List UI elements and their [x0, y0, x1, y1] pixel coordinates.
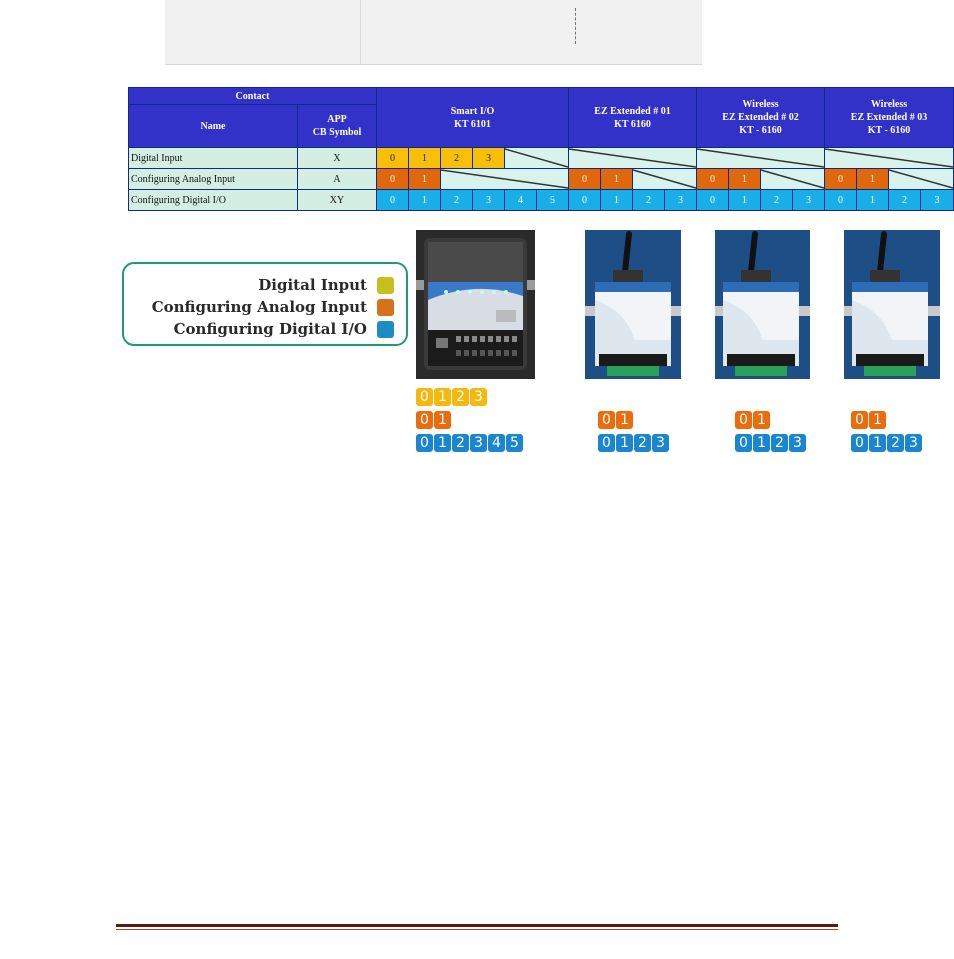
digital-io-cell: 2 — [633, 190, 665, 211]
digital-io-cell: 0 — [697, 190, 729, 211]
analog-input-chips — [735, 411, 770, 429]
legend-swatch — [377, 299, 394, 316]
analog-input-cell: 0 — [377, 169, 409, 190]
chip: 1 — [753, 434, 770, 452]
partial-table-top — [165, 0, 702, 65]
digital-input-cell: 1 — [409, 148, 441, 169]
device-header-ez-02 — [697, 88, 825, 148]
digital-io-cell: 2 — [441, 190, 473, 211]
empty-cell — [761, 169, 825, 190]
analog-input-cell: 1 — [729, 169, 761, 190]
empty-cell — [697, 148, 825, 169]
chip: 0 — [598, 434, 615, 452]
footer-rule — [116, 924, 838, 927]
analog-input-chips — [598, 411, 633, 429]
chip: 1 — [434, 411, 451, 429]
app-symbol-header — [298, 105, 377, 148]
chip: 0 — [735, 434, 752, 452]
smart-io-device-photo — [416, 230, 535, 379]
chip: 1 — [869, 411, 886, 429]
legend-item — [174, 317, 394, 341]
digital-io-cell: 2 — [761, 190, 793, 211]
row-symbol: XY — [298, 190, 377, 211]
device-header-ez-03 — [825, 88, 954, 148]
legend-label: Digital Input — [258, 276, 367, 294]
digital-io-cell: 0 — [377, 190, 409, 211]
digital-io-cell: 3 — [921, 190, 954, 211]
chip: 2 — [452, 388, 469, 406]
chip: 5 — [506, 434, 523, 452]
row-name: Digital Input — [129, 148, 298, 169]
device-header-smart-io — [377, 88, 569, 148]
chip: 3 — [470, 388, 487, 406]
footer-rule-thin — [116, 929, 838, 930]
analog-input-cell: 0 — [825, 169, 857, 190]
legend-label: Configuring Digital I/O — [173, 320, 367, 338]
digital-io-cell: 3 — [665, 190, 697, 211]
digital-io-cell: 1 — [857, 190, 889, 211]
table-row — [129, 169, 954, 190]
device-model-line: KT - 6160 — [867, 125, 911, 136]
contact-mapping-table — [128, 87, 954, 211]
chip: 0 — [598, 411, 615, 429]
device-name-line: Smart I/O — [450, 105, 495, 117]
analog-input-chips — [851, 411, 886, 429]
digital-io-cell: 0 — [569, 190, 601, 211]
analog-input-chips — [416, 411, 451, 429]
device-name-line: EZ Extended # 01 — [594, 105, 671, 117]
table-divider — [360, 0, 361, 64]
chip: 1 — [869, 434, 886, 452]
device-model-line: KT - 6160 — [739, 125, 782, 136]
chip: 0 — [735, 411, 752, 429]
digital-io-chips — [416, 434, 523, 452]
table-row — [129, 190, 954, 211]
digital-input-cell: 0 — [377, 148, 409, 169]
contact-header: Contact — [129, 88, 377, 105]
chip: 0 — [416, 411, 433, 429]
analog-input-cell: 1 — [409, 169, 441, 190]
name-header: Name — [129, 105, 298, 148]
device-name-line: EZ Extended # 02 — [722, 112, 799, 123]
cb-symbol-label: CB Symbol — [312, 127, 362, 138]
color-legend — [122, 262, 408, 346]
chip: 0 — [851, 434, 868, 452]
digital-io-cell: 1 — [729, 190, 761, 211]
chip: 1 — [616, 411, 633, 429]
analog-input-cell: 1 — [601, 169, 633, 190]
chip: 3 — [652, 434, 669, 452]
empty-cell — [569, 148, 697, 169]
chip: 4 — [488, 434, 505, 452]
empty-cell — [825, 148, 954, 169]
chip: 2 — [887, 434, 904, 452]
ez-extender-photo-3 — [844, 230, 940, 379]
analog-input-cell: 0 — [569, 169, 601, 190]
empty-cell — [633, 169, 697, 190]
digital-io-chips — [851, 434, 922, 452]
legend-swatch — [377, 321, 394, 338]
legend-label: Configuring Analog Input — [151, 298, 367, 316]
digital-io-cell: 3 — [793, 190, 825, 211]
digital-io-chips — [735, 434, 806, 452]
ez-extender-photo-2 — [715, 230, 810, 379]
chip: 0 — [416, 388, 433, 406]
device-type-line: Wireless — [870, 99, 908, 110]
app-label: APP — [327, 114, 347, 125]
chip: 2 — [634, 434, 651, 452]
chip: 3 — [905, 434, 922, 452]
chip: 3 — [789, 434, 806, 452]
digital-io-cell: 4 — [505, 190, 537, 211]
device-model-line: KT 6160 — [614, 118, 651, 130]
device-name-line: EZ Extended # 03 — [850, 112, 928, 123]
table-row — [129, 148, 954, 169]
ez-extender-photo-1 — [585, 230, 681, 379]
digital-io-chips — [598, 434, 669, 452]
chip: 0 — [416, 434, 433, 452]
row-symbol: A — [298, 169, 377, 190]
chip: 1 — [434, 434, 451, 452]
digital-input-cell: 2 — [441, 148, 473, 169]
row-symbol: X — [298, 148, 377, 169]
digital-input-chips — [416, 388, 487, 406]
chip: 0 — [851, 411, 868, 429]
digital-io-cell: 5 — [537, 190, 569, 211]
legend-item — [152, 295, 394, 319]
chip: 3 — [470, 434, 487, 452]
digital-io-cell: 1 — [601, 190, 633, 211]
digital-io-cell: 0 — [825, 190, 857, 211]
digital-io-cell: 1 — [409, 190, 441, 211]
row-name: Configuring Analog Input — [129, 169, 298, 190]
device-header-ez-01 — [569, 88, 697, 148]
dashed-divider — [575, 8, 576, 44]
legend-swatch — [377, 277, 394, 294]
chip: 1 — [753, 411, 770, 429]
digital-input-cell: 3 — [473, 148, 505, 169]
analog-input-cell: 1 — [857, 169, 889, 190]
chip: 1 — [434, 388, 451, 406]
legend-item — [258, 273, 394, 297]
empty-cell — [505, 148, 569, 169]
analog-input-cell: 0 — [697, 169, 729, 190]
chip: 2 — [771, 434, 788, 452]
device-type-line: Wireless — [742, 99, 779, 110]
device-model-line: KT 6101 — [454, 118, 491, 130]
empty-cell — [889, 169, 954, 190]
row-name: Configuring Digital I/O — [129, 190, 298, 211]
chip: 1 — [616, 434, 633, 452]
digital-io-cell: 3 — [473, 190, 505, 211]
digital-io-cell: 2 — [889, 190, 921, 211]
chip: 2 — [452, 434, 469, 452]
empty-cell — [441, 169, 569, 190]
